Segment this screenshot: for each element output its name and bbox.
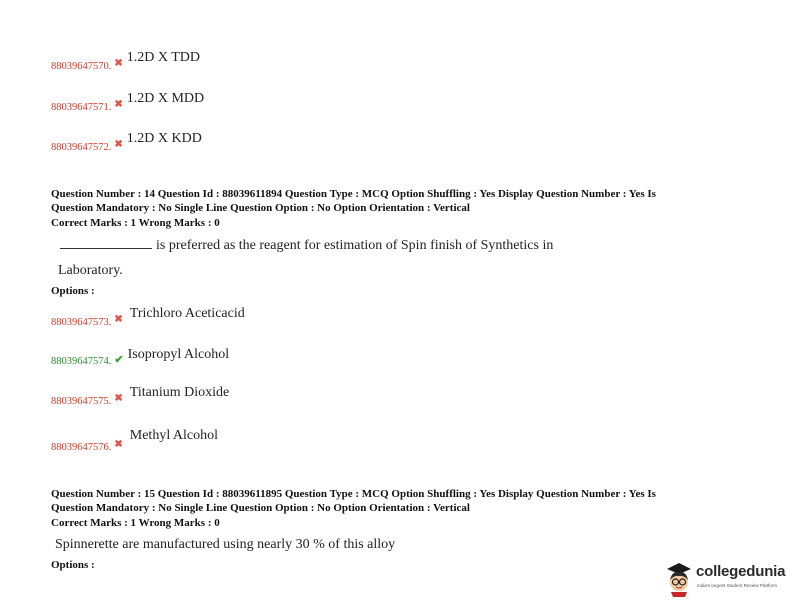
options-label: Options :	[51, 559, 95, 571]
option-id: 88039647570.	[51, 61, 112, 72]
question-meta: Question Mandatory : No Single Line Question Option : No Option Orientation : Vertical	[51, 502, 470, 514]
brand-tagline: India's largest Student Review Platform	[697, 583, 778, 588]
question-text: Spinnerette are manufactured using nearly 30 % of this alloy	[55, 537, 396, 552]
option-row	[51, 48, 201, 72]
question-text-line: Laboratory.	[58, 263, 123, 278]
option-row	[51, 89, 205, 113]
option-text: 1.2D X KDD	[126, 131, 202, 146]
options-label: Options :	[51, 285, 95, 297]
question-meta: Question Mandatory : No Single Line Question Option : No Option Orientation : Vertical	[51, 202, 470, 214]
cross-icon: ✖	[114, 139, 123, 150]
option-id: 88039647574.	[51, 356, 112, 367]
option-text: Trichloro Aceticacid	[129, 306, 245, 321]
option-row	[51, 129, 202, 153]
option-text: Methyl Alcohol	[129, 428, 219, 443]
option-id: 88039647575.	[51, 396, 112, 407]
option-row	[51, 383, 230, 407]
option-text: 1.2D X TDD	[126, 50, 201, 65]
question-meta: Question Number : 14 Question Id : 88039611894 Question Type : MCQ Option Shuffling : Yes Display Question Number : Yes Is	[51, 188, 656, 200]
cross-icon: ✖	[114, 314, 123, 325]
question-marks: Correct Marks : 1 Wrong Marks : 0	[51, 217, 220, 229]
option-row	[51, 304, 245, 328]
question-meta: Question Number : 15 Question Id : 88039611895 Question Type : MCQ Option Shuffling : Yes Display Question Number : Yes Is	[51, 488, 656, 500]
option-row	[51, 345, 230, 367]
cross-icon: ✖	[114, 99, 123, 110]
answer-blank	[60, 237, 152, 249]
option-text: Titanium Dioxide	[129, 385, 230, 400]
cross-icon: ✖	[114, 439, 123, 450]
question-text	[60, 237, 553, 254]
option-text: 1.2D X MDD	[126, 91, 205, 106]
question-text-line: is preferred as the reagent for estimation of Spin finish of Synthetics in	[156, 238, 554, 253]
option-id: 88039647571.	[51, 102, 112, 113]
option-id: 88039647572.	[51, 142, 112, 153]
check-icon: ✔	[114, 354, 124, 366]
cross-icon: ✖	[114, 393, 123, 404]
collegedunia-logo	[664, 559, 786, 599]
option-id: 88039647576.	[51, 442, 112, 453]
cross-icon: ✖	[114, 58, 123, 69]
option-id: 88039647573.	[51, 317, 112, 328]
question-marks: Correct Marks : 1 Wrong Marks : 0	[51, 517, 220, 529]
option-text: Isopropyl Alcohol	[127, 347, 230, 362]
brand-name: collegedunia	[696, 563, 786, 580]
option-row	[51, 426, 219, 453]
mascot-icon	[664, 561, 694, 597]
